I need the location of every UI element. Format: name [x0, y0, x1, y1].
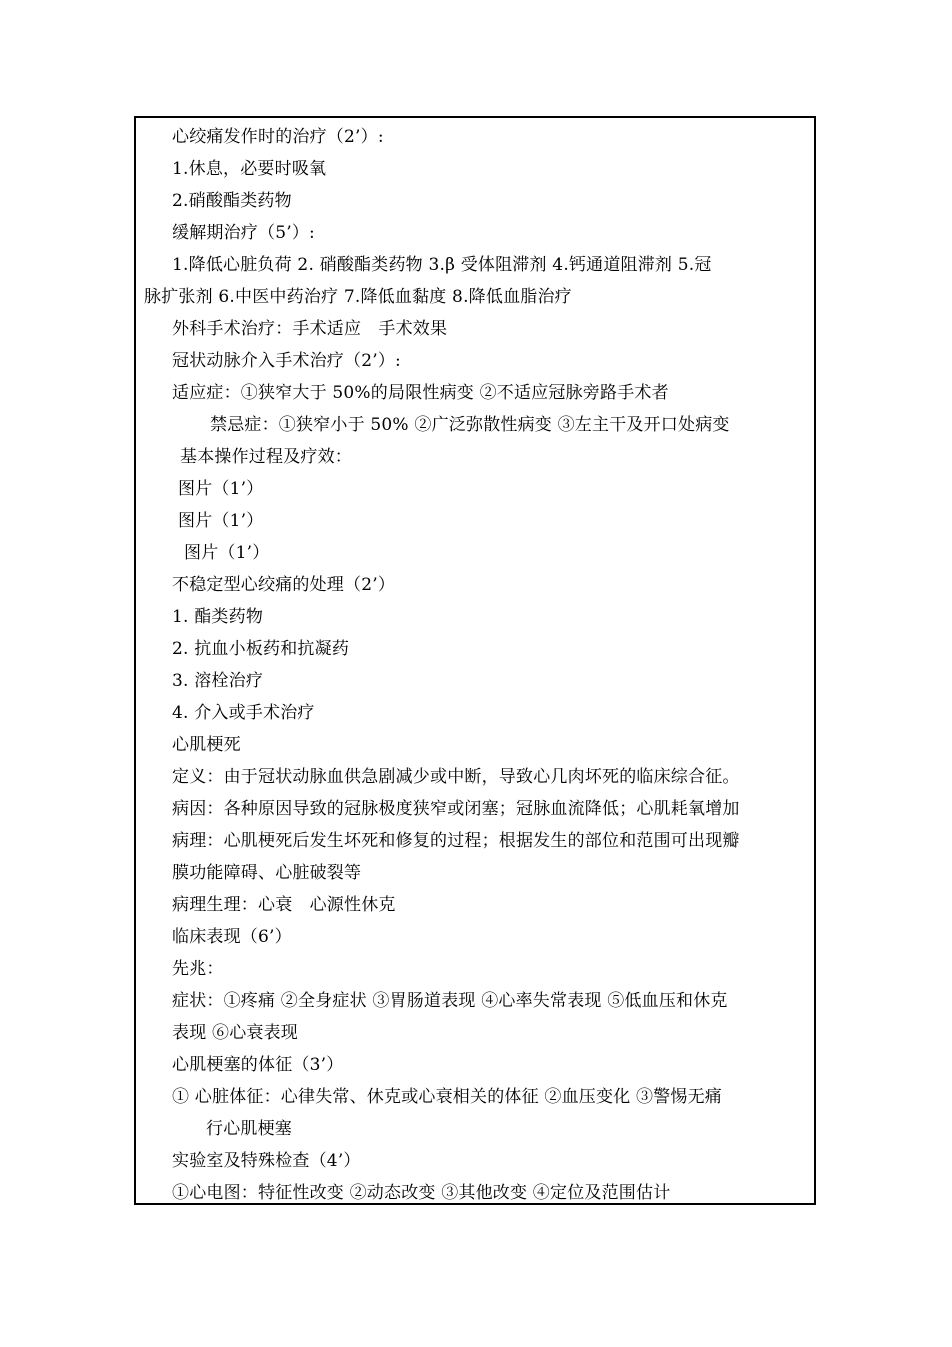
text-line: 图片（1’） [178, 511, 264, 531]
text-line: 表现 ⑥心衰表现 [172, 1023, 299, 1043]
text-line: 图片（1’） [178, 479, 264, 499]
text-line: 1. 酯类药物 [172, 607, 264, 627]
text-line: 图片（1’） [184, 543, 270, 563]
text-line: 适应症：①狭窄大于 50%的局限性病变 ②不适应冠脉旁路手术者 [172, 383, 669, 403]
text-line: 心肌梗死 [172, 735, 241, 755]
text-line: 2. 抗血小板药和抗凝药 [172, 639, 350, 659]
text-line: 冠状动脉介入手术治疗（2’）: [172, 351, 401, 371]
text-line: ① 心脏体征：心律失常、休克或心衰相关的体征 ②血压变化 ③警惕无痛 [172, 1087, 723, 1107]
text-line: 病因：各种原因导致的冠脉极度狭窄或闭塞；冠脉血流降低；心肌耗氧增加 [172, 799, 740, 819]
text-line: 基本操作过程及疗效： [180, 447, 352, 467]
text-line: 心绞痛发作时的治疗（2’）: [172, 127, 384, 147]
text-line: 病理生理：心衰 心源性休克 [172, 895, 396, 915]
text-line: 2.硝酸酯类药物 [172, 191, 292, 211]
text-line: 临床表现（6’） [172, 927, 292, 947]
text-line: 禁忌症：①狭窄小于 50% ②广泛弥散性病变 ③左主干及开口处病变 [210, 415, 730, 435]
text-line: 不稳定型心绞痛的处理（2’） [172, 575, 396, 595]
text-line: 定义：由于冠状动脉血供急剧减少或中断，导致心几肉坏死的临床综合征。 [172, 767, 740, 787]
text-line: 先兆： [172, 959, 224, 979]
text-line: 缓解期治疗（5’）: [172, 223, 315, 243]
text-line: 外科手术治疗：手术适应 手术效果 [172, 319, 448, 339]
text-line: 4. 介入或手术治疗 [172, 703, 315, 723]
text-line: 1.休息，必要时吸氧 [172, 159, 327, 179]
text-line: 心肌梗塞的体征（3’） [172, 1055, 344, 1075]
text-line: 行心肌梗塞 [206, 1119, 292, 1139]
text-line: 膜功能障碍、心脏破裂等 [172, 863, 362, 883]
text-line: 1.降低心脏负荷 2. 硝酸酯类药物 3.β 受体阻滞剂 4.钙通道阻滞剂 5.冠 [172, 255, 712, 275]
text-line: 脉扩张剂 6.中医中药治疗 7.降低血黏度 8.降低血脂治疗 [144, 287, 572, 307]
text-line: 病理：心肌梗死后发生坏死和修复的过程；根据发生的部位和范围可出现瓣 [172, 831, 740, 851]
text-line: ①心电图：特征性改变 ②动态改变 ③其他改变 ④定位及范围估计 [172, 1183, 671, 1203]
text-line: 症状：①疼痛 ②全身症状 ③胃肠道表现 ④心率失常表现 ⑤低血压和休克 [172, 991, 728, 1011]
text-line: 实验室及特殊检查（4’） [172, 1151, 361, 1171]
text-line: 3. 溶栓治疗 [172, 671, 264, 691]
